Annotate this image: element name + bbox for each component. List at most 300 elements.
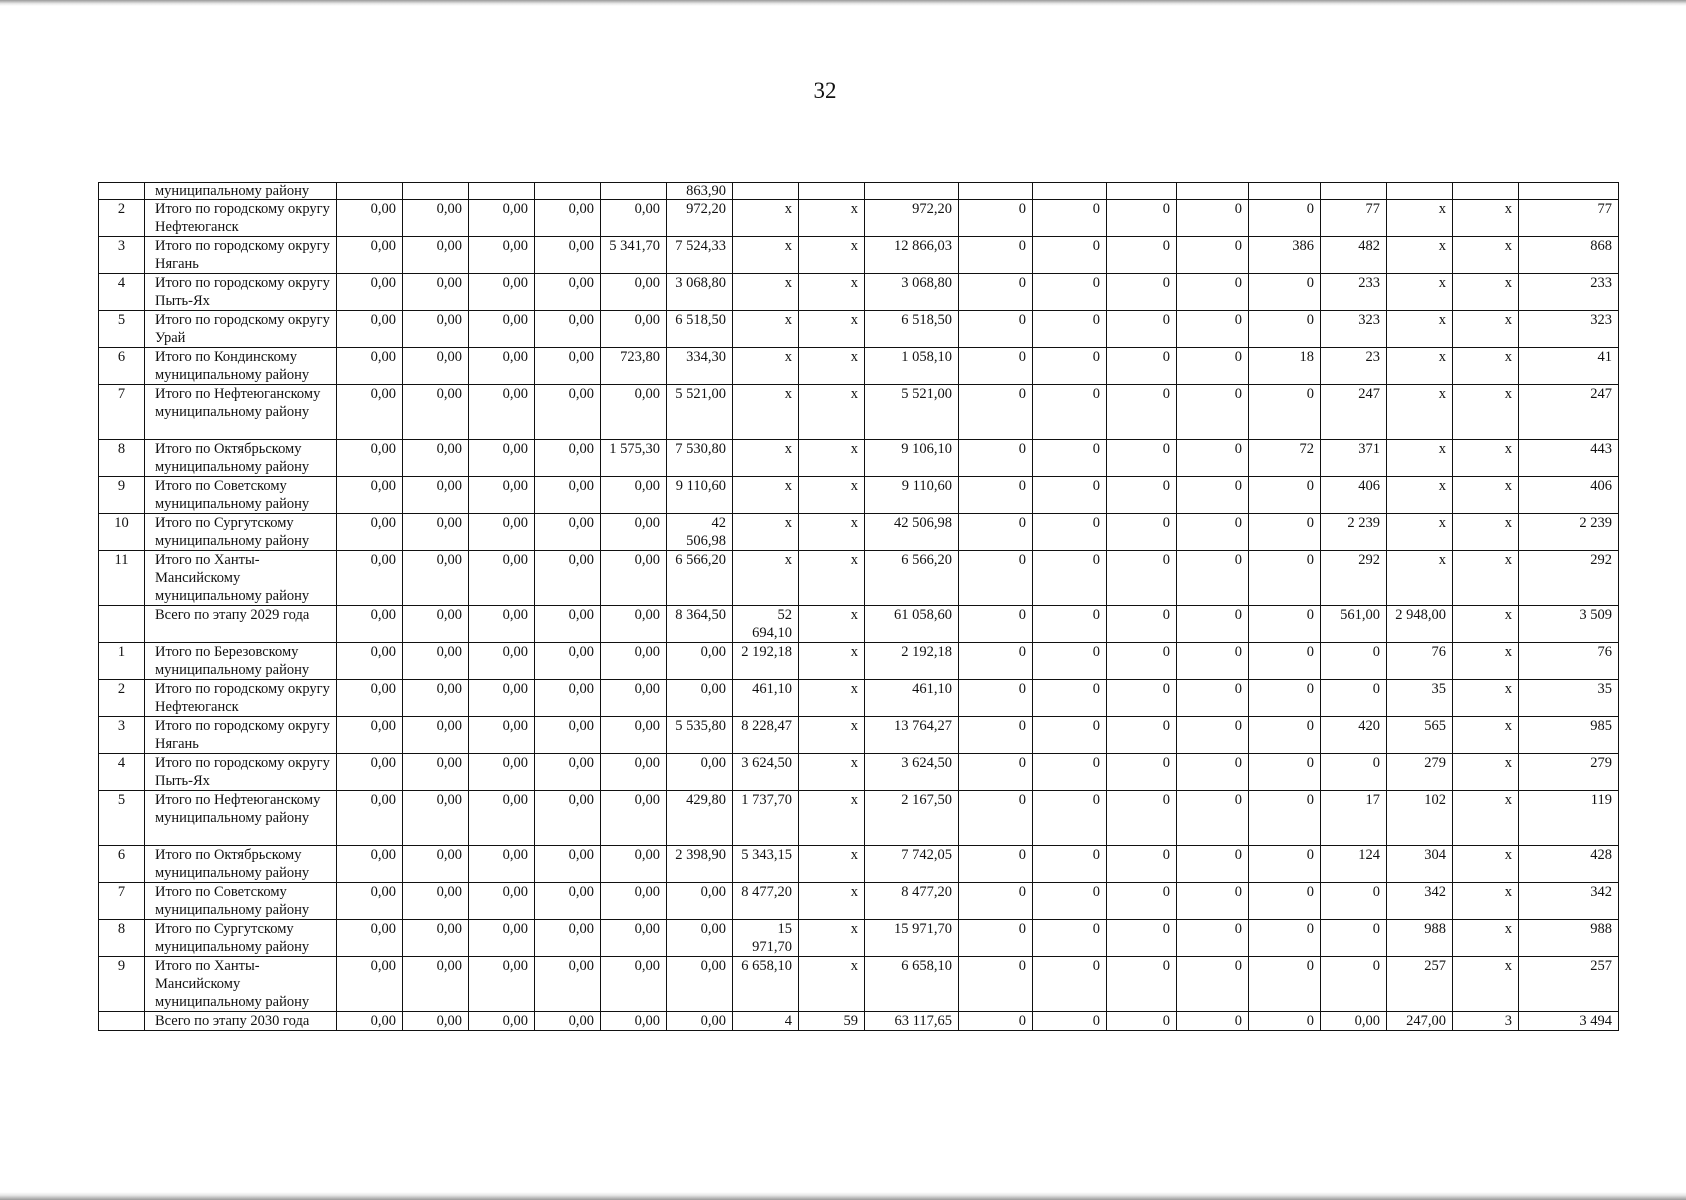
value-cell: 257 bbox=[1387, 957, 1453, 1012]
value-cell: 0 bbox=[959, 717, 1033, 754]
value-cell: 972,20 bbox=[865, 200, 959, 237]
value-cell: 0 bbox=[1321, 920, 1387, 957]
value-cell: 7 530,80 bbox=[667, 440, 733, 477]
value-cell: 8 477,20 bbox=[733, 883, 799, 920]
value-cell: 2 239 bbox=[1519, 514, 1619, 551]
value-cell: 0,00 bbox=[535, 680, 601, 717]
value-cell: 0,00 bbox=[535, 846, 601, 883]
value-cell: 0 bbox=[1107, 957, 1177, 1012]
value-cell: x bbox=[733, 514, 799, 551]
table-row bbox=[99, 1012, 1619, 1031]
value-cell: x bbox=[1387, 477, 1453, 514]
value-cell: 0,00 bbox=[667, 957, 733, 1012]
value-cell: 0,00 bbox=[601, 385, 667, 440]
value-cell: x bbox=[733, 274, 799, 311]
value-cell: 0,00 bbox=[403, 883, 469, 920]
value-cell: 0 bbox=[1033, 514, 1107, 551]
value-cell: 9 110,60 bbox=[667, 477, 733, 514]
value-cell: 0 bbox=[1249, 920, 1321, 957]
row-number-cell: 4 bbox=[99, 274, 145, 311]
value-cell: 0,00 bbox=[667, 680, 733, 717]
value-cell: 0 bbox=[1249, 514, 1321, 551]
value-cell: 0 bbox=[1033, 846, 1107, 883]
value-cell bbox=[469, 183, 535, 200]
value-cell bbox=[337, 183, 403, 200]
value-cell: 0 bbox=[1249, 643, 1321, 680]
value-cell: 0,00 bbox=[469, 551, 535, 606]
value-cell: x bbox=[799, 883, 865, 920]
value-cell: 0,00 bbox=[337, 311, 403, 348]
value-cell: 0 bbox=[1033, 237, 1107, 274]
value-cell: x bbox=[799, 551, 865, 606]
row-number-cell: 6 bbox=[99, 846, 145, 883]
value-cell: x bbox=[1453, 237, 1519, 274]
value-cell: 9 106,10 bbox=[865, 440, 959, 477]
value-cell: 2 192,18 bbox=[733, 643, 799, 680]
table-row bbox=[99, 311, 1619, 348]
value-cell: x bbox=[799, 514, 865, 551]
value-cell: 0,00 bbox=[601, 274, 667, 311]
table-row bbox=[99, 514, 1619, 551]
value-cell: 6 658,10 bbox=[865, 957, 959, 1012]
value-cell: 0 bbox=[1177, 846, 1249, 883]
value-cell: 0 bbox=[1033, 920, 1107, 957]
table-row bbox=[99, 643, 1619, 680]
row-label-cell: Итого по Нефтеюганскому муниципальному району bbox=[145, 791, 337, 846]
value-cell: 0,00 bbox=[337, 606, 403, 643]
value-cell: 0,00 bbox=[601, 680, 667, 717]
value-cell: 0 bbox=[1249, 957, 1321, 1012]
table-row bbox=[99, 791, 1619, 846]
value-cell: 5 521,00 bbox=[667, 385, 733, 440]
row-number-cell: 3 bbox=[99, 237, 145, 274]
value-cell: 0 bbox=[1321, 643, 1387, 680]
row-label-cell: Итого по городскому округу Нягань bbox=[145, 717, 337, 754]
value-cell: 0,00 bbox=[469, 514, 535, 551]
value-cell: 0,00 bbox=[535, 348, 601, 385]
value-cell: 0,00 bbox=[337, 791, 403, 846]
value-cell: x bbox=[1387, 200, 1453, 237]
value-cell: x bbox=[799, 717, 865, 754]
value-cell: 0 bbox=[1249, 200, 1321, 237]
value-cell: 0 bbox=[1107, 551, 1177, 606]
value-cell: x bbox=[733, 440, 799, 477]
value-cell: x bbox=[799, 606, 865, 643]
value-cell: 0,00 bbox=[337, 551, 403, 606]
value-cell: 23 bbox=[1321, 348, 1387, 385]
value-cell: 0 bbox=[1249, 311, 1321, 348]
row-number-cell: 8 bbox=[99, 920, 145, 957]
value-cell: 0 bbox=[1177, 274, 1249, 311]
value-cell: 723,80 bbox=[601, 348, 667, 385]
value-cell: x bbox=[799, 237, 865, 274]
value-cell: 0 bbox=[959, 440, 1033, 477]
value-cell: 0,00 bbox=[337, 477, 403, 514]
value-cell: 18 bbox=[1249, 348, 1321, 385]
value-cell: 0 bbox=[1033, 1012, 1107, 1031]
row-number-cell: 3 bbox=[99, 717, 145, 754]
value-cell: 0,00 bbox=[469, 1012, 535, 1031]
value-cell: 0 bbox=[1249, 477, 1321, 514]
value-cell bbox=[1033, 183, 1107, 200]
value-cell: 0 bbox=[1033, 717, 1107, 754]
row-label-cell: Итого по Советскому муниципальному району bbox=[145, 883, 337, 920]
value-cell: 0,00 bbox=[337, 883, 403, 920]
value-cell: 0,00 bbox=[667, 920, 733, 957]
value-cell: 323 bbox=[1519, 311, 1619, 348]
row-label-cell: Всего по этапу 2029 года bbox=[145, 606, 337, 643]
value-cell: 3 068,80 bbox=[667, 274, 733, 311]
value-cell: 0,00 bbox=[601, 477, 667, 514]
value-cell: x bbox=[733, 237, 799, 274]
value-cell: 972,20 bbox=[667, 200, 733, 237]
value-cell: 0,00 bbox=[535, 606, 601, 643]
table-row bbox=[99, 348, 1619, 385]
value-cell: x bbox=[1453, 385, 1519, 440]
value-cell: 0 bbox=[1249, 551, 1321, 606]
value-cell: 292 bbox=[1321, 551, 1387, 606]
value-cell: x bbox=[1453, 440, 1519, 477]
value-cell: 0 bbox=[959, 477, 1033, 514]
value-cell: 0 bbox=[1177, 920, 1249, 957]
value-cell: 72 bbox=[1249, 440, 1321, 477]
value-cell: 988 bbox=[1387, 920, 1453, 957]
value-cell: x bbox=[1453, 311, 1519, 348]
value-cell: 0 bbox=[1177, 348, 1249, 385]
value-cell: 868 bbox=[1519, 237, 1619, 274]
value-cell: x bbox=[1387, 514, 1453, 551]
value-cell: 0,00 bbox=[337, 846, 403, 883]
value-cell: 0 bbox=[1033, 606, 1107, 643]
row-label-cell: Итого по Октябрьскому муниципальному району bbox=[145, 440, 337, 477]
value-cell: x bbox=[1453, 920, 1519, 957]
value-cell: 406 bbox=[1321, 477, 1387, 514]
value-cell: 0,00 bbox=[469, 311, 535, 348]
row-number-cell: 9 bbox=[99, 957, 145, 1012]
value-cell: 119 bbox=[1519, 791, 1619, 846]
value-cell: 2 948,00 bbox=[1387, 606, 1453, 643]
value-cell: 0 bbox=[1107, 440, 1177, 477]
scan-edge-top bbox=[0, 0, 1686, 6]
value-cell: 0 bbox=[1033, 791, 1107, 846]
value-cell: x bbox=[1387, 311, 1453, 348]
value-cell: 5 343,15 bbox=[733, 846, 799, 883]
row-number-cell: 9 bbox=[99, 477, 145, 514]
value-cell: 0,00 bbox=[403, 717, 469, 754]
value-cell: 0 bbox=[1177, 477, 1249, 514]
row-label-cell: Итого по Ханты-Мансийскому муниципальному району bbox=[145, 957, 337, 1012]
value-cell: 0 bbox=[1321, 883, 1387, 920]
value-cell: 0 bbox=[959, 514, 1033, 551]
row-label-cell: Итого по Октябрьскому муниципальному району bbox=[145, 846, 337, 883]
row-label-cell: Итого по Кондинскому муниципальному району bbox=[145, 348, 337, 385]
value-cell: 406 bbox=[1519, 477, 1619, 514]
value-cell: 0,00 bbox=[469, 680, 535, 717]
value-cell: 35 bbox=[1387, 680, 1453, 717]
row-label-cell: Итого по городскому округу Нягань bbox=[145, 237, 337, 274]
value-cell: 102 bbox=[1387, 791, 1453, 846]
value-cell: 233 bbox=[1519, 274, 1619, 311]
value-cell: 0,00 bbox=[469, 348, 535, 385]
value-cell: x bbox=[1387, 274, 1453, 311]
value-cell: 0,00 bbox=[601, 606, 667, 643]
value-cell bbox=[799, 183, 865, 200]
value-cell: 0,00 bbox=[1321, 1012, 1387, 1031]
value-cell: 0 bbox=[1249, 385, 1321, 440]
row-number-cell: 8 bbox=[99, 440, 145, 477]
value-cell: 0,00 bbox=[337, 643, 403, 680]
value-cell: 0 bbox=[1249, 1012, 1321, 1031]
value-cell: 0 bbox=[1177, 440, 1249, 477]
table-row bbox=[99, 920, 1619, 957]
table-row bbox=[99, 680, 1619, 717]
value-cell: 0 bbox=[1321, 754, 1387, 791]
value-cell: x bbox=[733, 311, 799, 348]
row-number-cell: 1 bbox=[99, 643, 145, 680]
value-cell: 8 228,47 bbox=[733, 717, 799, 754]
value-cell: 0 bbox=[1321, 957, 1387, 1012]
row-number-cell bbox=[99, 183, 145, 200]
value-cell: 0,00 bbox=[535, 643, 601, 680]
value-cell: 0 bbox=[1107, 846, 1177, 883]
value-cell: 0,00 bbox=[469, 791, 535, 846]
value-cell: 0 bbox=[1107, 606, 1177, 643]
value-cell: x bbox=[1387, 551, 1453, 606]
value-cell: 0,00 bbox=[535, 717, 601, 754]
value-cell: 3 bbox=[1453, 1012, 1519, 1031]
value-cell: 0,00 bbox=[403, 551, 469, 606]
value-cell: 3 509 bbox=[1519, 606, 1619, 643]
value-cell bbox=[1249, 183, 1321, 200]
value-cell: 0 bbox=[1107, 385, 1177, 440]
value-cell bbox=[733, 183, 799, 200]
value-cell: 0,00 bbox=[535, 791, 601, 846]
value-cell: 0,00 bbox=[535, 274, 601, 311]
value-cell: 12 866,03 bbox=[865, 237, 959, 274]
row-label-cell: Итого по Советскому муниципальному району bbox=[145, 477, 337, 514]
value-cell: 0,00 bbox=[601, 1012, 667, 1031]
value-cell: 443 bbox=[1519, 440, 1619, 477]
value-cell: 0 bbox=[1107, 643, 1177, 680]
value-cell: 0 bbox=[959, 791, 1033, 846]
value-cell: 15 971,70 bbox=[733, 920, 799, 957]
value-cell: 279 bbox=[1387, 754, 1453, 791]
value-cell: x bbox=[1453, 791, 1519, 846]
value-cell: 0 bbox=[1177, 200, 1249, 237]
row-label-cell: Итого по городскому округу Нефтеюганск bbox=[145, 680, 337, 717]
value-cell: 0,00 bbox=[535, 237, 601, 274]
value-cell: 1 058,10 bbox=[865, 348, 959, 385]
value-cell bbox=[601, 183, 667, 200]
value-cell: 247 bbox=[1519, 385, 1619, 440]
value-cell: 0,00 bbox=[403, 477, 469, 514]
value-cell: 0,00 bbox=[535, 551, 601, 606]
row-label-cell: Итого по Сургутскому муниципальному району bbox=[145, 514, 337, 551]
value-cell: 0 bbox=[959, 754, 1033, 791]
value-cell: 2 167,50 bbox=[865, 791, 959, 846]
value-cell: 0 bbox=[1107, 920, 1177, 957]
value-cell: 0,00 bbox=[403, 385, 469, 440]
value-cell: x bbox=[1453, 846, 1519, 883]
value-cell: 0 bbox=[1249, 883, 1321, 920]
table-row bbox=[99, 957, 1619, 1012]
value-cell: 0 bbox=[1107, 1012, 1177, 1031]
value-cell: 386 bbox=[1249, 237, 1321, 274]
value-cell: 0 bbox=[959, 311, 1033, 348]
value-cell: x bbox=[733, 348, 799, 385]
value-cell: 7 524,33 bbox=[667, 237, 733, 274]
row-number-cell: 4 bbox=[99, 754, 145, 791]
value-cell: 0 bbox=[1033, 385, 1107, 440]
value-cell: 0,00 bbox=[403, 957, 469, 1012]
row-number-cell: 7 bbox=[99, 385, 145, 440]
value-cell: 0,00 bbox=[469, 754, 535, 791]
value-cell: 8 364,50 bbox=[667, 606, 733, 643]
value-cell: 0 bbox=[1107, 680, 1177, 717]
value-cell: 0 bbox=[1107, 348, 1177, 385]
value-cell: 6 518,50 bbox=[865, 311, 959, 348]
value-cell: x bbox=[799, 274, 865, 311]
value-cell: x bbox=[799, 957, 865, 1012]
value-cell: 257 bbox=[1519, 957, 1619, 1012]
value-cell: x bbox=[1453, 883, 1519, 920]
value-cell: 0,00 bbox=[601, 957, 667, 1012]
value-cell: 0 bbox=[1107, 237, 1177, 274]
row-number-cell: 2 bbox=[99, 200, 145, 237]
value-cell: 0,00 bbox=[535, 514, 601, 551]
value-cell: 0,00 bbox=[469, 477, 535, 514]
value-cell: 59 bbox=[799, 1012, 865, 1031]
value-cell: x bbox=[799, 200, 865, 237]
value-cell: 0 bbox=[959, 1012, 1033, 1031]
value-cell: x bbox=[799, 920, 865, 957]
row-label-cell: Итого по Нефтеюганскому муниципальному району bbox=[145, 385, 337, 440]
value-cell: 0 bbox=[959, 846, 1033, 883]
value-cell: 52 694,10 bbox=[733, 606, 799, 643]
value-cell: 1 575,30 bbox=[601, 440, 667, 477]
row-number-cell: 5 bbox=[99, 311, 145, 348]
value-cell: 0 bbox=[959, 920, 1033, 957]
value-cell: 0 bbox=[1177, 643, 1249, 680]
value-cell: x bbox=[799, 311, 865, 348]
value-cell: 0,00 bbox=[535, 920, 601, 957]
value-cell: 0,00 bbox=[601, 754, 667, 791]
value-cell: 0,00 bbox=[469, 274, 535, 311]
value-cell: 0 bbox=[959, 385, 1033, 440]
value-cell: 77 bbox=[1519, 200, 1619, 237]
value-cell: 4 bbox=[733, 1012, 799, 1031]
value-cell: x bbox=[799, 846, 865, 883]
value-cell: 565 bbox=[1387, 717, 1453, 754]
value-cell: 0 bbox=[1177, 1012, 1249, 1031]
value-cell: 0 bbox=[1107, 200, 1177, 237]
value-cell: 0,00 bbox=[403, 846, 469, 883]
value-cell: x bbox=[799, 680, 865, 717]
value-cell: 3 494 bbox=[1519, 1012, 1619, 1031]
row-number-cell: 6 bbox=[99, 348, 145, 385]
value-cell bbox=[1387, 183, 1453, 200]
value-cell: 0,00 bbox=[337, 200, 403, 237]
table-row bbox=[99, 200, 1619, 237]
value-cell: 0 bbox=[1177, 237, 1249, 274]
row-number-cell: 7 bbox=[99, 883, 145, 920]
value-cell: 42 506,98 bbox=[865, 514, 959, 551]
row-label-cell: Всего по этапу 2030 года bbox=[145, 1012, 337, 1031]
value-cell: 0,00 bbox=[535, 477, 601, 514]
row-number-cell bbox=[99, 1012, 145, 1031]
value-cell: 0,00 bbox=[403, 1012, 469, 1031]
value-cell: 0,00 bbox=[403, 643, 469, 680]
value-cell: 0,00 bbox=[469, 237, 535, 274]
row-label-cell: Итого по городскому округу Пыть-Ях bbox=[145, 754, 337, 791]
value-cell: 0,00 bbox=[403, 237, 469, 274]
value-cell: 561,00 bbox=[1321, 606, 1387, 643]
value-cell: x bbox=[1453, 957, 1519, 1012]
value-cell: 17 bbox=[1321, 791, 1387, 846]
value-cell: 0 bbox=[1107, 477, 1177, 514]
value-cell: 0,00 bbox=[337, 274, 403, 311]
value-cell: 0,00 bbox=[601, 200, 667, 237]
budget-table bbox=[98, 182, 1619, 1031]
value-cell: 0,00 bbox=[337, 957, 403, 1012]
value-cell: 334,30 bbox=[667, 348, 733, 385]
value-cell: 0 bbox=[1177, 957, 1249, 1012]
value-cell: 0,00 bbox=[601, 883, 667, 920]
value-cell: 0 bbox=[1249, 791, 1321, 846]
value-cell: 0 bbox=[1033, 348, 1107, 385]
value-cell: 0 bbox=[1033, 680, 1107, 717]
value-cell: 0,00 bbox=[469, 385, 535, 440]
table-row bbox=[99, 883, 1619, 920]
value-cell: 0 bbox=[1033, 440, 1107, 477]
row-number-cell: 5 bbox=[99, 791, 145, 846]
value-cell: 0 bbox=[1177, 883, 1249, 920]
value-cell: 461,10 bbox=[865, 680, 959, 717]
value-cell: 0 bbox=[1107, 514, 1177, 551]
value-cell: 0 bbox=[1249, 846, 1321, 883]
row-number-cell: 2 bbox=[99, 680, 145, 717]
value-cell: 0 bbox=[1249, 754, 1321, 791]
value-cell: x bbox=[733, 477, 799, 514]
value-cell: 0 bbox=[1177, 717, 1249, 754]
value-cell: x bbox=[799, 477, 865, 514]
value-cell bbox=[1107, 183, 1177, 200]
value-cell: 3 068,80 bbox=[865, 274, 959, 311]
value-cell: 42 506,98 bbox=[667, 514, 733, 551]
value-cell: x bbox=[1453, 514, 1519, 551]
value-cell: 0,00 bbox=[601, 514, 667, 551]
value-cell: 0,00 bbox=[469, 957, 535, 1012]
table-row bbox=[99, 551, 1619, 606]
value-cell: 0 bbox=[1033, 754, 1107, 791]
value-cell: 0 bbox=[1033, 551, 1107, 606]
value-cell: 247 bbox=[1321, 385, 1387, 440]
value-cell: x bbox=[1453, 717, 1519, 754]
value-cell: 0 bbox=[1249, 274, 1321, 311]
value-cell: 15 971,70 bbox=[865, 920, 959, 957]
row-label-cell: муниципальному району bbox=[145, 183, 337, 200]
value-cell: x bbox=[799, 643, 865, 680]
table-row bbox=[99, 717, 1619, 754]
value-cell: 0,00 bbox=[403, 440, 469, 477]
value-cell: 0,00 bbox=[337, 717, 403, 754]
row-number-cell: 10 bbox=[99, 514, 145, 551]
value-cell: 0 bbox=[959, 643, 1033, 680]
value-cell: 0,00 bbox=[469, 883, 535, 920]
value-cell: 0,00 bbox=[403, 791, 469, 846]
value-cell bbox=[1177, 183, 1249, 200]
value-cell: x bbox=[1453, 754, 1519, 791]
